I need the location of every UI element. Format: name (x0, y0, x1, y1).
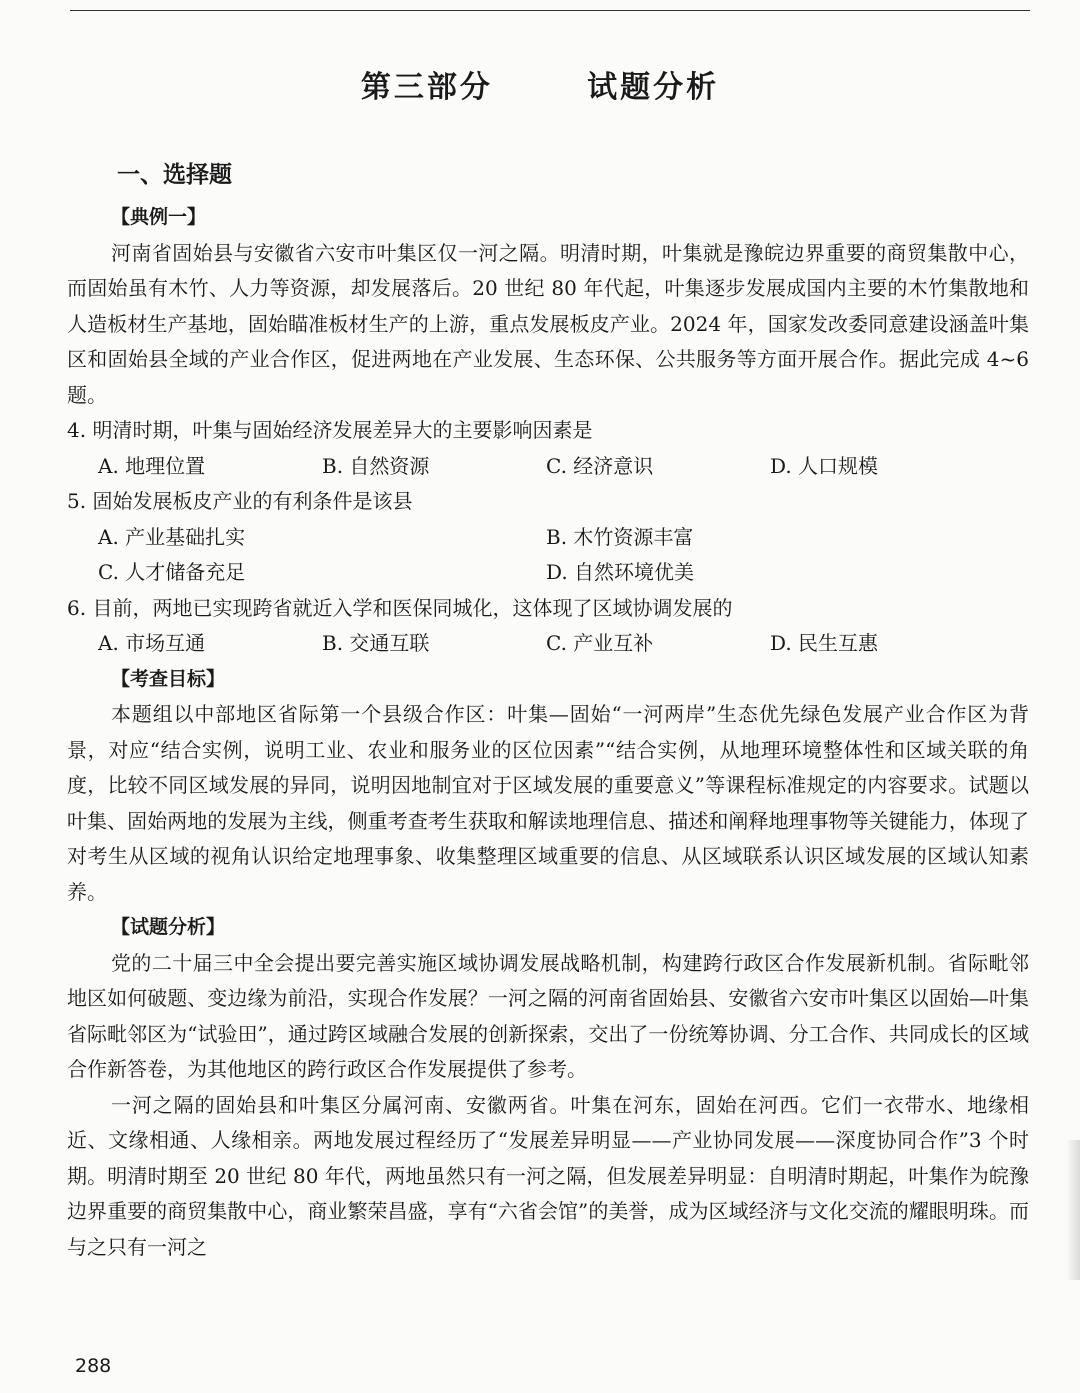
top-rule (70, 10, 1030, 11)
question-6-stem: 6. 目前，两地已实现跨省就近入学和医保同城化，这体现了区域协调发展的 (67, 595, 733, 620)
question-4-options (67, 449, 1029, 485)
question-4-option-a: A. 地理位置 (98, 453, 206, 478)
section-heading: 一、选择题 (117, 162, 232, 188)
question-4-option-c: C. 经济意识 (546, 453, 654, 478)
question-5-option-b: B. 木竹资源丰富 (546, 524, 694, 549)
page-content (67, 200, 1029, 1265)
question-6-option-c: C. 产业互补 (546, 631, 654, 655)
page-edge-shadow (1066, 1140, 1080, 1280)
analysis-paragraph-2: 一河之隔的固始县和叶集区分属河南、安徽两省。叶集在河东，固始在河西。它们一衣带水、地缘相近、文缘相通、人缘相亲。两地发展过程经历了“发展差异明显——产业协同发展——深度协同合作”3 个时期。明清时期至 20 世纪 80 年代，两地虽然只有一河之隔，但发展差异明显：自明清时期起，叶集作为皖豫边界重要的商贸集散中心，商业繁荣昌盛，享有“六省会馆”的美誉，成为区域经济与文化交流的耀眼明珠。而与之只有一河之 (67, 1092, 1029, 1259)
question-6-option-d: D. 民生互惠 (770, 631, 879, 655)
question-4-option-b: B. 自然资源 (322, 453, 430, 478)
question-4-option-d: D. 人口规模 (770, 453, 879, 478)
analysis-paragraph-1: 党的二十届三中全会提出要完善实施区域协调发展战略机制，构建跨行政区合作发展新机制。省际毗邻地区如何破题、变边缘为前沿，实现合作发展？一河之隔的河南省固始县、安徽省六安市叶集区以固始—叶集省际毗邻区为“试验田”，通过跨区域融合发展的创新探索，交出了一份统筹协调、分工合作、共同成长的区域合作新答卷，为其他地区的跨行政区合作发展提供了参考。 (67, 950, 1029, 1081)
question-4-stem: 4. 明清时期，叶集与固始经济发展差异大的主要影响因素是 (67, 418, 593, 442)
question-5-options-row1 (67, 520, 1029, 556)
question-5-stem: 5. 固始发展板皮产业的有利条件是该县 (67, 489, 413, 513)
page-title: 第三部分 试题分析 (360, 70, 720, 105)
example-paragraph: 河南省固始县与安徽省六安市叶集区仅一河之隔。明清时期，叶集就是豫皖边界重要的商贸集散中心，而固始虽有木竹、人力等资源，却发展落后。20 世纪 80 年代起，叶集逐步发展成国内主要的木竹集散地和人造板材生产基地，固始瞄准板材生产的上游，重点发展板皮产业。2024 年，国家发改委同意建设涵盖叶集区和固始县全域的产业合作区，促进两地在产业发展、生态环保、公共服务等方面开展合作。据此完成 4~6 题。 (67, 240, 1029, 407)
question-5-option-c: C. 人才储备充足 (98, 560, 246, 584)
example-label: 【典例一】 (111, 206, 207, 228)
question-5-option-d: D. 自然环境优美 (546, 560, 695, 584)
question-6-option-b: B. 交通互联 (322, 631, 430, 655)
question-5-option-a: A. 产业基础扎实 (98, 524, 246, 549)
page-number: 288 (75, 1355, 112, 1377)
question-5-options-row2 (67, 555, 1029, 591)
question-6-option-a: A. 市场互通 (98, 631, 206, 655)
objective-paragraph: 本题组以中部地区省际第一个县级合作区：叶集—固始“一河两岸”生态优先绿色发展产业合作区为背景，对应“结合实例，说明工业、农业和服务业的区位因素”“结合实例，从地理环境整体性和区域关联的角度，比较不同区域发展的异同，说明因地制宜对于区域发展的重要意义”等课程标准规定的内容要求。试题以叶集、固始两地的发展为主线，侧重考查考生获取和解读地理信息、描述和阐释地理事物等关键能力，体现了对考生从区域的视角认识给定地理事象、收集整理区域重要的信息、从区域联系认识区域发展的区域认知素养。 (67, 702, 1029, 904)
question-6-options (67, 626, 1029, 662)
analysis-label: 【试题分析】 (111, 916, 226, 938)
objective-label: 【考查目标】 (111, 667, 226, 690)
